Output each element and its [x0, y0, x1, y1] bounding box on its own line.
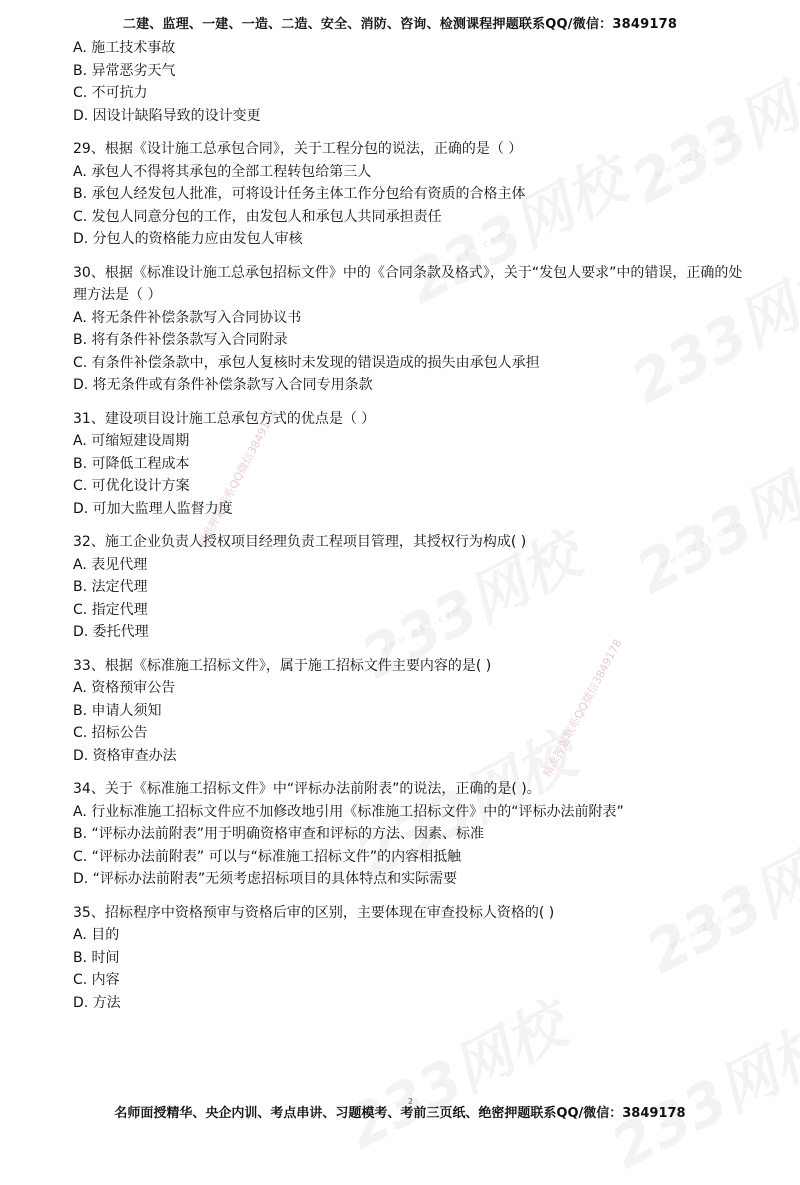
option-item: D. 方法 [73, 994, 121, 1011]
question-30 [73, 262, 753, 397]
question-29 [73, 138, 753, 251]
question-34 [73, 778, 753, 891]
option-item: A. 施工技术事故 [73, 40, 176, 56]
option-item: B. “评标办法前附表”用于明确资格审查和评标的方法、因素、标准 [73, 826, 485, 842]
option-item: D. “评标办法前附表”无须考虑招标项目的具体特点和实际需要 [73, 871, 458, 887]
option-item: C. “评标办法前附表” 可以与“标准施工招标文件”的内容相抵触 [73, 848, 462, 865]
option-item: D. 因设计缺陷导致的设计变更 [73, 107, 261, 124]
stamp-watermark: 精准押题联系QQ微信3849178 [195, 407, 280, 550]
question-title: 30、根据《标准设计施工总承包招标文件》中的《合同条款及格式》，关于“发包人要求”中的错误，正确的处理方法是（ ） [73, 264, 743, 303]
option-item: D. 可加大监理人监督力度 [73, 500, 233, 517]
option-item: B. 承包人经发包人批准，可将设计任务主体工作分包给有资质的合格主体 [73, 186, 526, 202]
question-title: 35、招标程序中资格预审与资格后审的区别，主要体现在审查投标人资格的( ) [73, 904, 555, 921]
question-title: 33、根据《标准施工招标文件》，属于施工招标文件主要内容的是( ) [73, 657, 492, 674]
question-31 [73, 408, 753, 521]
option-item: A. 表见代理 [73, 556, 148, 573]
option-item: B. 法定代理 [73, 579, 148, 595]
stamp-watermark: 精准押题联系QQ微信3849178 [540, 637, 625, 780]
question-title: 34、关于《标准施工招标文件》中“评标办法前附表”的说法，正确的是( )。 [73, 781, 541, 797]
option-item: C. 内容 [73, 972, 120, 988]
page-number: 2 [408, 1097, 414, 1106]
option-item: C. 发包人同意分包的工作，由发包人和承包人共同承担责任 [73, 208, 442, 225]
option-item: D. 委托代理 [73, 624, 149, 640]
option-item: A. 资格预审公告 [73, 680, 176, 696]
option-item: C. 可优化设计方案 [73, 478, 190, 494]
option-item: A. 目的 [73, 927, 120, 943]
question-35 [73, 902, 753, 1015]
option-item: D. 资格审查办法 [73, 747, 177, 764]
option-item: B. 异常恶劣天气 [73, 62, 176, 79]
option-item: A. 将无条件补偿条款写入合同协议书 [73, 309, 302, 326]
option-item: C. 指定代理 [73, 601, 148, 618]
question-32 [73, 531, 753, 644]
option-item: C. 有条件补偿条款中，承包人复核时未发现的错误造成的损失由承包人承担 [73, 354, 540, 371]
question-title: 32、施工企业负责人授权项目经理负责工程项目管理，其授权行为构成( ) [73, 534, 527, 550]
question-33 [73, 655, 753, 768]
continuation-options [73, 37, 753, 127]
watermark-logo [594, 999, 800, 1184]
question-list [73, 37, 753, 1014]
option-item: B. 时间 [73, 949, 120, 966]
option-item: A. 行业标准施工招标文件应不加修改地引用《标准施工招标文件》中的“评标办法前附表” [73, 803, 624, 820]
option-item: C. 不可抗力 [73, 85, 148, 101]
question-title: 29、根据《设计施工总承包合同》，关于工程分包的说法，正确的是（ ） [73, 141, 523, 157]
option-item: B. 将有条件补偿条款写入合同附录 [73, 332, 288, 348]
page-footer: 名师面授精华、央企内训、考点串讲、习题模考、考前三页纸、绝密押题联系QQ/微信：3849178 [114, 1106, 686, 1121]
question-title: 31、建设项目设计施工总承包方式的优点是（ ） [73, 410, 376, 427]
option-item: D. 分包人的资格能力应由发包人审核 [73, 231, 303, 247]
option-item: C. 招标公告 [73, 725, 148, 741]
page-header: 二建、监理、一建、一造、二造、安全、消防、咨询、检测课程押题联系QQ/微信：3849178 [122, 17, 678, 32]
option-item: A. 承包人不得将其承包的全部工程转包给第三人 [73, 163, 372, 180]
option-item: D. 将无条件或有条件补偿条款写入合同专用条款 [73, 377, 373, 393]
option-item: B. 可降低工程成本 [73, 455, 190, 472]
option-item: B. 申请人须知 [73, 702, 162, 719]
option-item: A. 可缩短建设周期 [73, 433, 190, 449]
